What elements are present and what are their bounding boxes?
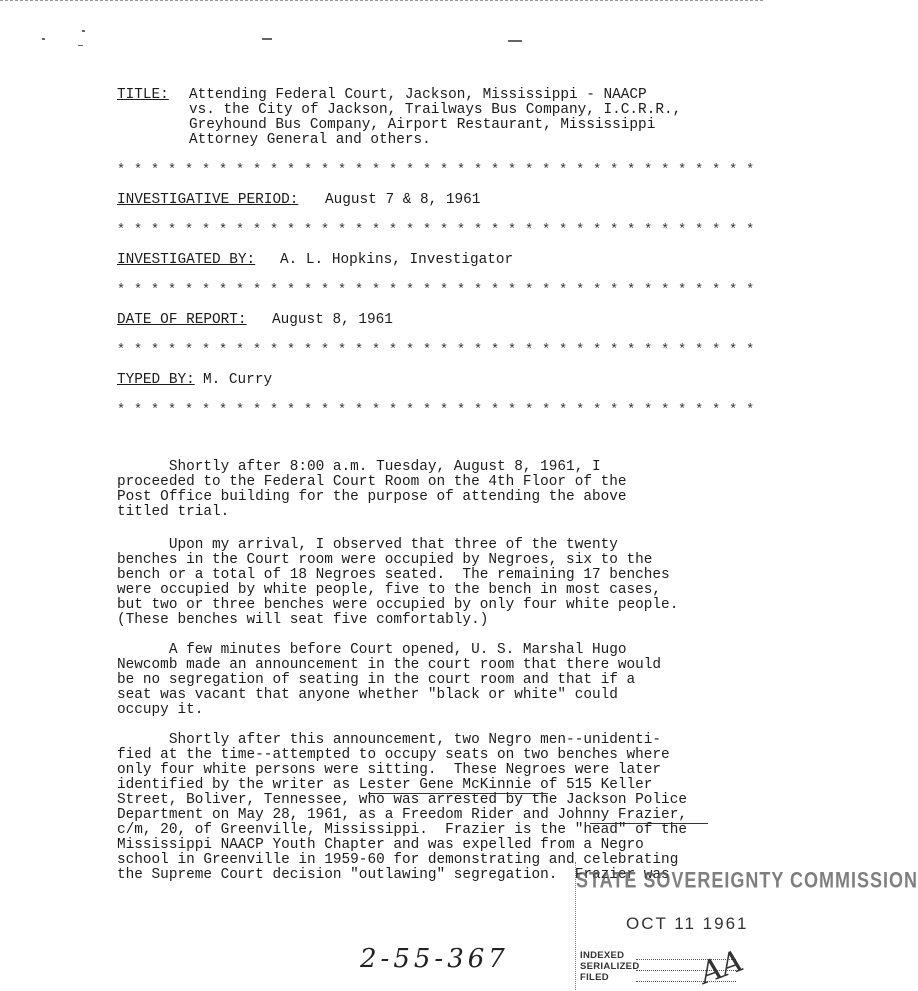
stamp-label-indexed: INDEXED: [580, 950, 625, 961]
paragraph-line: bench or a total of 18 Negroes seated. The remaining 17 benches: [117, 567, 670, 583]
paragraph-line: benches in the Court room were occupied by Negroes, six to the: [117, 552, 653, 568]
paragraph-line: Shortly after this announcement, two Negro men--unidenti-: [117, 732, 662, 748]
paragraph-line: the Supreme Court decision "outlawing" segregation. Frazier was: [117, 867, 670, 883]
stamp-date: OCT 11 1961: [626, 914, 749, 933]
typist-label: TYPED BY:: [117, 372, 195, 388]
paragraph-line: only four white persons were sitting. These Negroes were later: [117, 762, 662, 778]
paragraph-line: school in Greenville in 1959-60 for demonstrating and celebrating: [117, 852, 679, 868]
paragraph-4: [117, 733, 717, 883]
paragraph-line: (These benches will seat five comfortably.): [117, 612, 489, 628]
investigator-value: A. L. Hopkins, Investigator: [280, 252, 514, 268]
paragraph-line: Mississippi NAACP Youth Chapter and was expelled from a Negro: [117, 837, 644, 853]
separator: * * * * * * * * * * * * * * * * * * * * * * * * * * * * * * * * * * * * * *: [117, 283, 755, 298]
title-label: TITLE:: [117, 87, 169, 103]
stamp-header: STATE SOVEREIGNTY COMMISSION: [576, 867, 918, 893]
typist-value: M. Curry: [203, 372, 273, 388]
paragraph-3: [117, 643, 717, 718]
separator: * * * * * * * * * * * * * * * * * * * * * * * * * * * * * * * * * * * * * *: [117, 223, 755, 238]
name-underline: [590, 823, 708, 824]
title-line: Attending Federal Court, Jackson, Mississippi - NAACP: [189, 87, 647, 103]
paragraph-line: Upon my arrival, I observed that three of the twenty: [117, 537, 618, 553]
paragraph-line: seat was vacant that anyone whether "black or white" could: [117, 687, 618, 703]
paragraph-line: Street, Boliver, Tennessee, who was arrested by the Jackson Police: [117, 792, 687, 808]
paragraph-line: proceeded to the Federal Court Room on the 4th Floor of the: [117, 474, 627, 490]
period-label: INVESTIGATIVE PERIOD:: [117, 192, 299, 208]
paragraph-line: fied at the time--attempted to occupy seats on two benches where: [117, 747, 670, 763]
title-line: Attorney General and others.: [189, 132, 431, 148]
title-line: vs. the City of Jackson, Trailways Bus Company, I.C.R.R.,: [189, 102, 682, 118]
report-date-value: August 8, 1961: [272, 312, 393, 328]
paragraph-line: c/m, 20, of Greenville, Mississippi. Frazier is the "head" of the: [117, 822, 687, 838]
paragraph-line: were occupied by white people, five to the bench in most cases,: [117, 582, 662, 598]
file-number: 2-55-367: [360, 944, 509, 974]
paragraph-line: but two or three benches were occupied by only four white people.: [117, 597, 679, 613]
report-date-label: DATE OF REPORT:: [117, 312, 247, 328]
stamp-label-serialized: SERIALIZED: [580, 961, 640, 972]
investigator-label: INVESTIGATED BY:: [117, 252, 256, 268]
paragraph-line: Shortly after 8:00 a.m. Tuesday, August 8, 1961, I: [117, 459, 601, 475]
name-underline: [368, 793, 548, 794]
paragraph-line: identified by the writer as Lester Gene McKinnie of 515 Keller: [117, 777, 653, 793]
paragraph-2: [117, 538, 717, 628]
separator: * * * * * * * * * * * * * * * * * * * * * * * * * * * * * * * * * * * * * *: [117, 163, 755, 178]
separator: * * * * * * * * * * * * * * * * * * * * * * * * * * * * * * * * * * * * * *: [117, 403, 755, 418]
paragraph-1: [117, 460, 717, 520]
handwritten-initials: AA: [695, 943, 749, 991]
title-line: Greyhound Bus Company, Airport Restaurant, Mississippi: [189, 117, 656, 133]
separator: * * * * * * * * * * * * * * * * * * * * * * * * * * * * * * * * * * * * * *: [117, 343, 755, 358]
paragraph-line: Department on May 28, 1961, as a Freedom Rider and Johnny Frazier,: [117, 807, 687, 823]
paragraph-line: titled trial.: [117, 504, 230, 520]
paragraph-line: be no segregation of seating in the court room and that if a: [117, 672, 636, 688]
paragraph-line: occupy it.: [117, 702, 204, 718]
paragraph-line: Post Office building for the purpose of attending the above: [117, 489, 627, 505]
paragraph-line: A few minutes before Court opened, U. S. Marshal Hugo: [117, 642, 627, 658]
stamp-label-filed: FILED: [580, 972, 609, 983]
paragraph-line: Newcomb made an announcement in the court room that there would: [117, 657, 662, 673]
period-value: August 7 & 8, 1961: [325, 192, 481, 208]
